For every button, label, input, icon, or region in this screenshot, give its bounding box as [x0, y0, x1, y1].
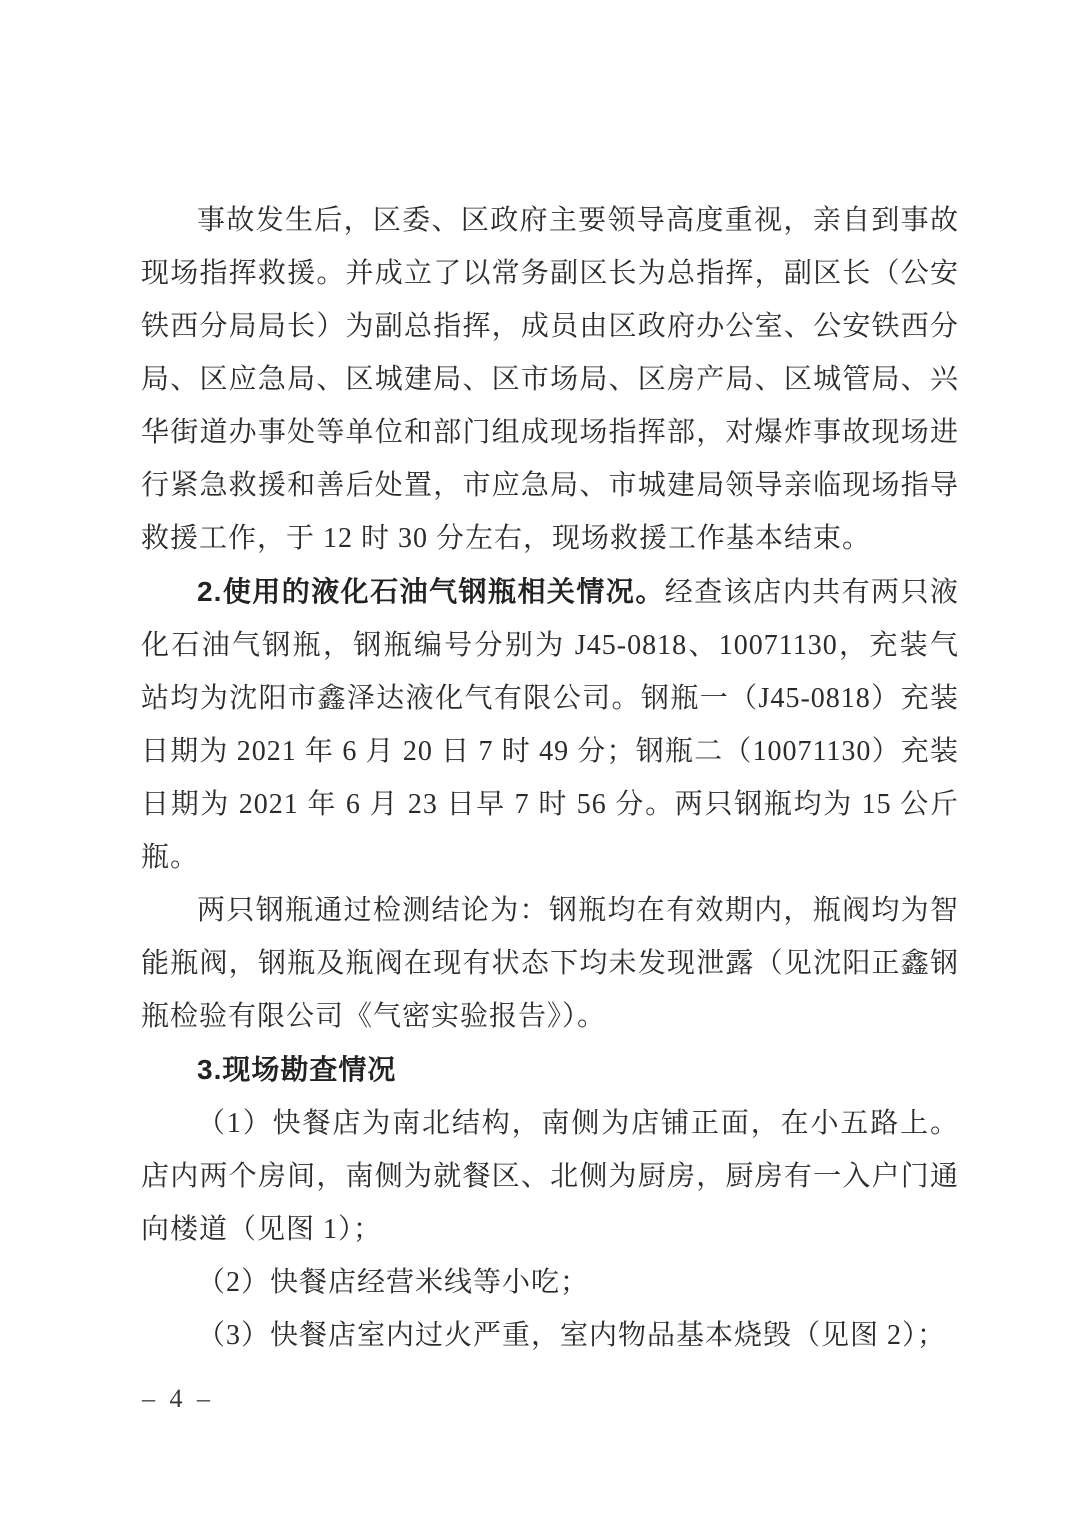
- paragraph-rescue-response: [141, 194, 959, 565]
- paragraph-text: （2）快餐店经营米线等小吃；: [197, 1267, 590, 1298]
- page-number: [142, 1384, 214, 1414]
- paragraph-text: （3）快餐店室内过火严重，室内物品基本烧毁（见图 2）；: [197, 1320, 947, 1351]
- paragraph-cylinder-test-results: [141, 884, 959, 1043]
- document-body: [141, 194, 959, 1362]
- section-3-heading-paragraph: [141, 1043, 959, 1097]
- paragraph-gas-cylinders: [141, 565, 959, 884]
- section-3-heading: 3.现场勘查情况: [197, 1054, 397, 1085]
- paragraph-text: 事故发生后，区委、区政府主要领导高度重视，亲自到事故现场指挥救援。并成立了以常务副区长为总指挥，副区长（公安铁西分局局长）为副总指挥，成员由区政府办公室、公安铁西分局、区应急局、区城建局、区市场局、区房产局、区城管局、兴华街道办事处等单位和部门组成现场指挥部，对爆炸事故现场进行紧急救援和善后处置，市应急局、市城建局领导亲临现场指导救援工作，于 12 时 30 分左右，现场救援工作基本结束。: [141, 205, 959, 554]
- paragraph-text: （1）快餐店为南北结构，南侧为店铺正面，在小五路上。店内两个房间，南侧为就餐区、北侧为厨房，厨房有一入户门通向楼道（见图 1）；: [141, 1108, 959, 1245]
- page-number-text: – 4 –: [142, 1384, 214, 1413]
- paragraph-text: 两只钢瓶通过检测结论为：钢瓶均在有效期内，瓶阀均为智能瓶阀，钢瓶及瓶阀在现有状态下均未发现泄露（见沈阳正鑫钢瓶检验有限公司《气密实验报告》）。: [141, 895, 959, 1032]
- paragraph-text: 经查该店内共有两只液化石油气钢瓶，钢瓶编号分别为 J45-0818、10071130，充装气站均为沈阳市鑫泽达液化气有限公司。钢瓶一（J45-0818）充装日期为 2021 年 6 月 20 日 7 时 49 分；钢瓶二（10071130）充装日期为 2021 年 6 月 23 日早 7 时 56 分。两只钢瓶均为 15 公斤瓶。: [141, 577, 959, 873]
- paragraph-scene-item-3: [141, 1309, 959, 1362]
- section-2-heading: 2.使用的液化石油气钢瓶相关情况。: [197, 576, 665, 607]
- paragraph-scene-item-2: [141, 1256, 959, 1309]
- paragraph-scene-item-1: [141, 1097, 959, 1256]
